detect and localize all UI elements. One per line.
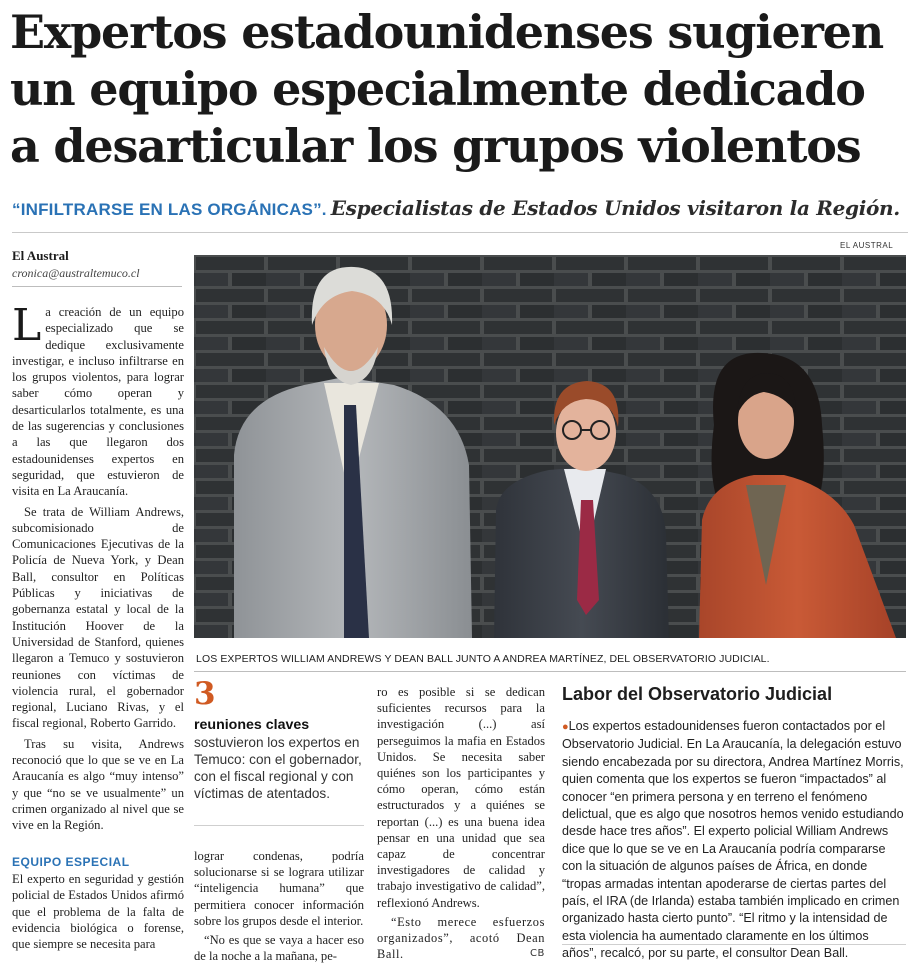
photo-credit: EL AUSTRAL xyxy=(840,241,894,250)
paragraph-condenas: lograr condenas, podría solucionarse si se lograra utilizar “inteligencia humana” que permitiera conocer información sobre los grupos desde el interior. xyxy=(194,849,364,928)
section-text: El experto en seguridad y gestión policial de Estados Unidos afirmó que el problema de la falta de evidencia biológica o forense, que siempre se necesita para xyxy=(12,872,184,952)
stat-description xyxy=(194,716,364,802)
stat-number: 3 xyxy=(194,676,216,712)
photo-caption: LOS EXPERTOS WILLIAM ANDREWS Y DEAN BALL JUNTO A ANDREA MARTÍNEZ, DEL OBSERVATORIO JUDICIAL. xyxy=(196,653,770,665)
paragraph-quote-start: “No es que se vaya a hacer eso de la noche a la mañana, pe- xyxy=(194,933,364,964)
section-heading: EQUIPO ESPECIAL xyxy=(12,855,130,869)
headline xyxy=(10,4,910,175)
byline-email: cronica@australtemuco.cl xyxy=(12,266,140,280)
stat-text: sostuvieron los expertos en Temuco: con el gobernador, con el fiscal regional y con víctimas de atentados. xyxy=(194,735,362,801)
kicker: “INFILTRARSE EN LAS ORGÁNICAS”. xyxy=(12,200,327,219)
byline-author: El Austral xyxy=(12,248,69,263)
paragraph-quote-ball xyxy=(377,914,545,963)
end-mark: CB xyxy=(529,948,545,960)
observatorio-title: Labor del Observatorio Judicial xyxy=(562,684,833,704)
divider xyxy=(12,232,908,233)
subhead: Especialistas de Estados Unidos visitaron la Región. xyxy=(330,196,900,220)
observatorio-text: Los expertos estadounidenses fueron contactados por el Observatorio Judicial. En La Araucanía, la delegación estuvo siendo encabezada por su directora, Andrea Martínez Morris, quien comenta que los expertos se fueron “impactados” al conocer “en primera persona y en terreno el fenómeno delictual, que es algo que nosotros hemos venido estudiando desde hace tres años”. El experto policial William Andrews dice que lo que se ve en La Araucanía podría compararse con la situación de algunos países de África, en donde “tropas armadas intentan apoderarse de ciertas partes del país, el IRA (de Irlanda) estaba también implicado en crimen organizado hasta cierto punto”. “El ritmo y la intensidad de esta violencia ha aumentado claramente en los últimos años”, recalcó, por su parte, el consultor Dean Ball. xyxy=(562,719,904,961)
headline-line-2: un equipo especialmente dedicado xyxy=(10,62,865,116)
paragraph-continuation: ro es posible si se dedican suficientes recursos para la investigación (...) así perseguimos la mafia en Estados Unidos. Se necesita saber quiénes son los participantes y cómo operan, cómo están estructurados y a quiénes se reportan (...) es una buena idea pensar en una unidad que sea capaz de concentrar investigadores de calidad y trabajo investigativo de calidad”, reflexionó Andrews. xyxy=(377,685,545,910)
article-column-1 xyxy=(12,300,184,838)
quote-text: “Esto merece esfuerzos organizados”, acotó Dean Ball. xyxy=(377,914,545,962)
bullet-icon: ● xyxy=(562,721,569,733)
paragraph-intro xyxy=(12,300,184,500)
article-column-3 xyxy=(377,684,545,965)
stat-bold: reuniones claves xyxy=(194,717,310,733)
photo-illustration xyxy=(194,255,906,638)
paragraph-intro-text: a creación de un equipo especializado que se dedique exclusivamente investigar, e incluso infiltrarse en los grupos violentos, para lograr saber cómo operan y desarticularlos totalmente, es una de las sugerencias y conclusiones a las que llegaron dos estadounidenses expertos en seguridad, que estuvieron de visita en La Araucanía. xyxy=(12,305,184,499)
paragraph-visit: Tras su visita, Andrews reconoció que lo que se ve en La Araucanía es algo “muy intenso” y que “no se ve usualmente” un crimen organizado al nivel que se vive en la Región. xyxy=(12,736,184,833)
caption-divider xyxy=(194,671,906,672)
kicker-line xyxy=(12,196,912,220)
headline-line-3: a desarticular los grupos violentos xyxy=(10,119,861,173)
byline-divider xyxy=(12,286,182,287)
drop-cap: L xyxy=(12,300,42,351)
observatorio-text-block xyxy=(562,718,906,963)
article-photo xyxy=(194,255,906,638)
observatorio-divider xyxy=(562,944,906,945)
paragraph-experts: Se trata de William Andrews, subcomisionado de Comunicaciones Ejecutivas de la Policía de Nueva York, y Dean Ball, consultor en Políticas Públicas y iniciativas de gobernanza estatal y local de la Institución Hoover de la Universidad de Stanford, quienes llegaron a Temuco y sostuvieron reuniones con víctimas de violencia rural, el gobernador regional, Luciano Rivas, y el fiscal regional, Roberto Garrido. xyxy=(12,504,184,731)
article-column-2 xyxy=(194,848,364,967)
stat-divider xyxy=(194,825,364,826)
headline-line-1: Expertos estadounidenses sugieren xyxy=(10,5,883,59)
